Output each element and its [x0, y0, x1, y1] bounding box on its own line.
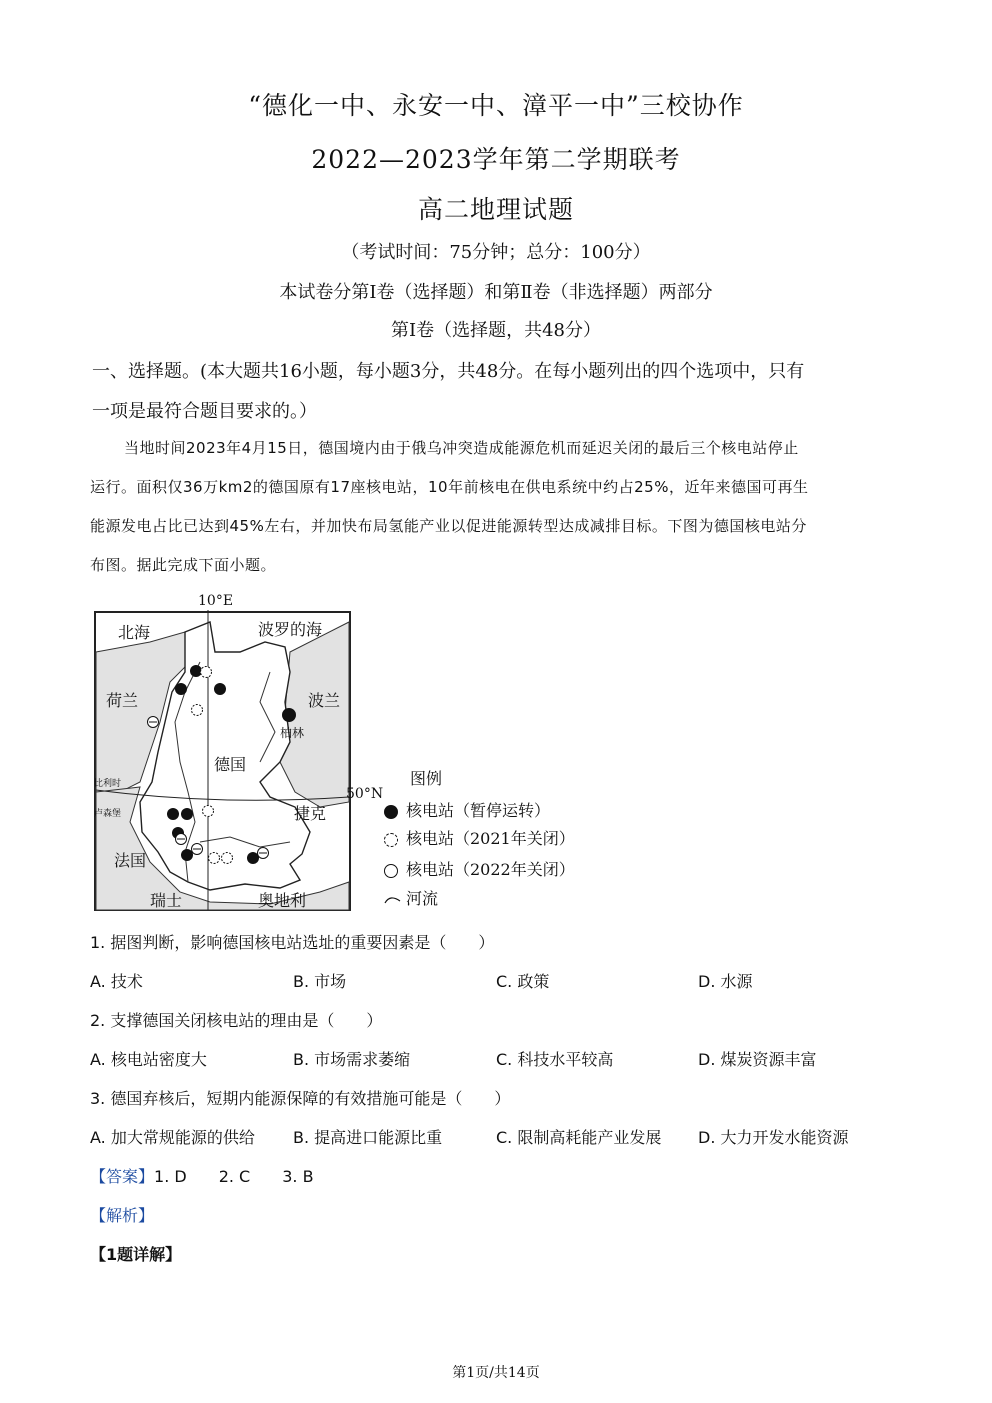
section-heading-line1: 一、选择题。(本大题共16小题，每小题3分，共48分。在每小题列出的四个选项中，只有 [92, 361, 805, 382]
exam-info: （考试时间：75分钟；总分：100分） [341, 242, 651, 263]
austria-label: 奥地利 [258, 891, 307, 910]
analysis-tag: 【解析】 [90, 1206, 155, 1225]
title-term: 2022—2023学年第二学期联考 [311, 145, 681, 174]
plant-closed-2021 [209, 853, 220, 864]
plant-operating [181, 849, 193, 861]
detail-tag: 【1题详解】 [90, 1245, 182, 1264]
answer-row [90, 1164, 314, 1187]
germany-nuclear-map [90, 592, 384, 914]
title-schools: “德化一中、永安一中、漳平一中”三校协作 [248, 91, 744, 120]
section-heading-line2: 一项是最符合题目要求的。） [92, 401, 317, 422]
answer-tag: 【答案】 [90, 1167, 155, 1186]
q3-option-d: D. 大力开发水能资源 [698, 1128, 849, 1147]
plant-operating [167, 808, 179, 820]
filled-dot-icon [384, 805, 398, 819]
q3-option-c: C. 限制高耗能产业发展 [496, 1128, 662, 1147]
intro-line-3: 能源发电占比已达到45%左右，并加快布局氢能产业以促进能源转型达成减排目标。下图为德国核电站分 [90, 517, 807, 535]
question-1-stem: 1. 据图判断，影响德国核电站选址的重要因素是（ ） [90, 933, 495, 952]
q3-option-a: A. 加大常规能源的供给 [90, 1128, 255, 1147]
plant-operating [214, 683, 226, 695]
intro-line-4: 布图。据此完成下面小题。 [90, 556, 277, 574]
page-footer: 第1页/共14页 [452, 1365, 540, 1381]
plant-operating [282, 708, 296, 722]
plant-markers [90, 592, 360, 914]
part1-heading: 第Ⅰ卷（选择题，共48分） [390, 320, 601, 341]
exam-structure: 本试卷分第Ⅰ卷（选择题）和第Ⅱ卷（非选择题）两部分 [279, 282, 713, 303]
berlin-label: 柏林 [280, 726, 305, 740]
meridian-label: 10°E [198, 593, 234, 609]
baltic-sea-label: 波罗的海 [258, 620, 323, 639]
dotted-circle-icon [384, 833, 398, 847]
legend-item-closed-2021 [384, 826, 575, 849]
legend-label: 核电站（2021年关闭） [406, 829, 575, 848]
plant-closed-2021 [203, 806, 214, 817]
plant-closed-2021 [222, 853, 233, 864]
river-icon [384, 890, 402, 909]
q2-option-c: C. 科技水平较高 [496, 1050, 614, 1069]
netherlands-label: 荷兰 [106, 691, 139, 710]
q3-option-b: B. 提高进口能源比重 [293, 1128, 443, 1147]
legend-label: 河流 [406, 889, 439, 908]
plant-closed-2021 [192, 705, 203, 716]
q1-option-c: C. 政策 [496, 972, 550, 991]
intro-line-1: 当地时间2023年4月15日，德国境内由于俄乌冲突造成能源危机而延迟关闭的最后三个核电站停止 [124, 439, 799, 457]
legend-label: 核电站（2022年关闭） [406, 860, 575, 879]
q1-option-b: B. 市场 [293, 972, 347, 991]
answer-values: 1. D 2. C 3. B [154, 1167, 314, 1186]
legend-item-river [384, 886, 438, 909]
legend-item-closed-2022 [384, 857, 575, 880]
q1-option-d: D. 水源 [698, 972, 753, 991]
dashed-circle-icon [384, 864, 398, 878]
plant-closed-2021 [201, 667, 212, 678]
plant-operating [175, 683, 187, 695]
plant-operating [181, 808, 193, 820]
parallel-label: 50°N [346, 786, 384, 802]
q1-option-a: A. 技术 [90, 972, 143, 991]
q2-option-d: D. 煤炭资源丰富 [698, 1050, 817, 1069]
question-2-stem: 2. 支撑德国关闭核电站的理由是（ ） [90, 1011, 383, 1030]
north-sea-label: 北海 [118, 623, 151, 642]
intro-line-2: 运行。面积仅36万km2的德国原有17座核电站，10年前核电在供电系统中约占25%，近年来德国可再生 [90, 478, 809, 496]
germany-label: 德国 [214, 755, 247, 774]
switzerland-label: 瑞士 [150, 891, 183, 910]
belgium-label: 比利时 [94, 779, 122, 789]
luxembourg-label: 卢森堡 [94, 809, 122, 819]
legend-title: 图例 [410, 769, 443, 788]
q2-option-a: A. 核电站密度大 [90, 1050, 207, 1069]
poland-label: 波兰 [308, 691, 341, 710]
legend-item-operating [384, 798, 550, 821]
czech-label: 捷克 [294, 804, 327, 823]
question-3-stem: 3. 德国弃核后，短期内能源保障的有效措施可能是（ ） [90, 1089, 511, 1108]
q2-option-b: B. 市场需求萎缩 [293, 1050, 411, 1069]
legend-label: 核电站（暂停运转） [406, 801, 551, 820]
title-subject: 高二地理试题 [417, 195, 574, 224]
france-label: 法国 [114, 851, 147, 870]
